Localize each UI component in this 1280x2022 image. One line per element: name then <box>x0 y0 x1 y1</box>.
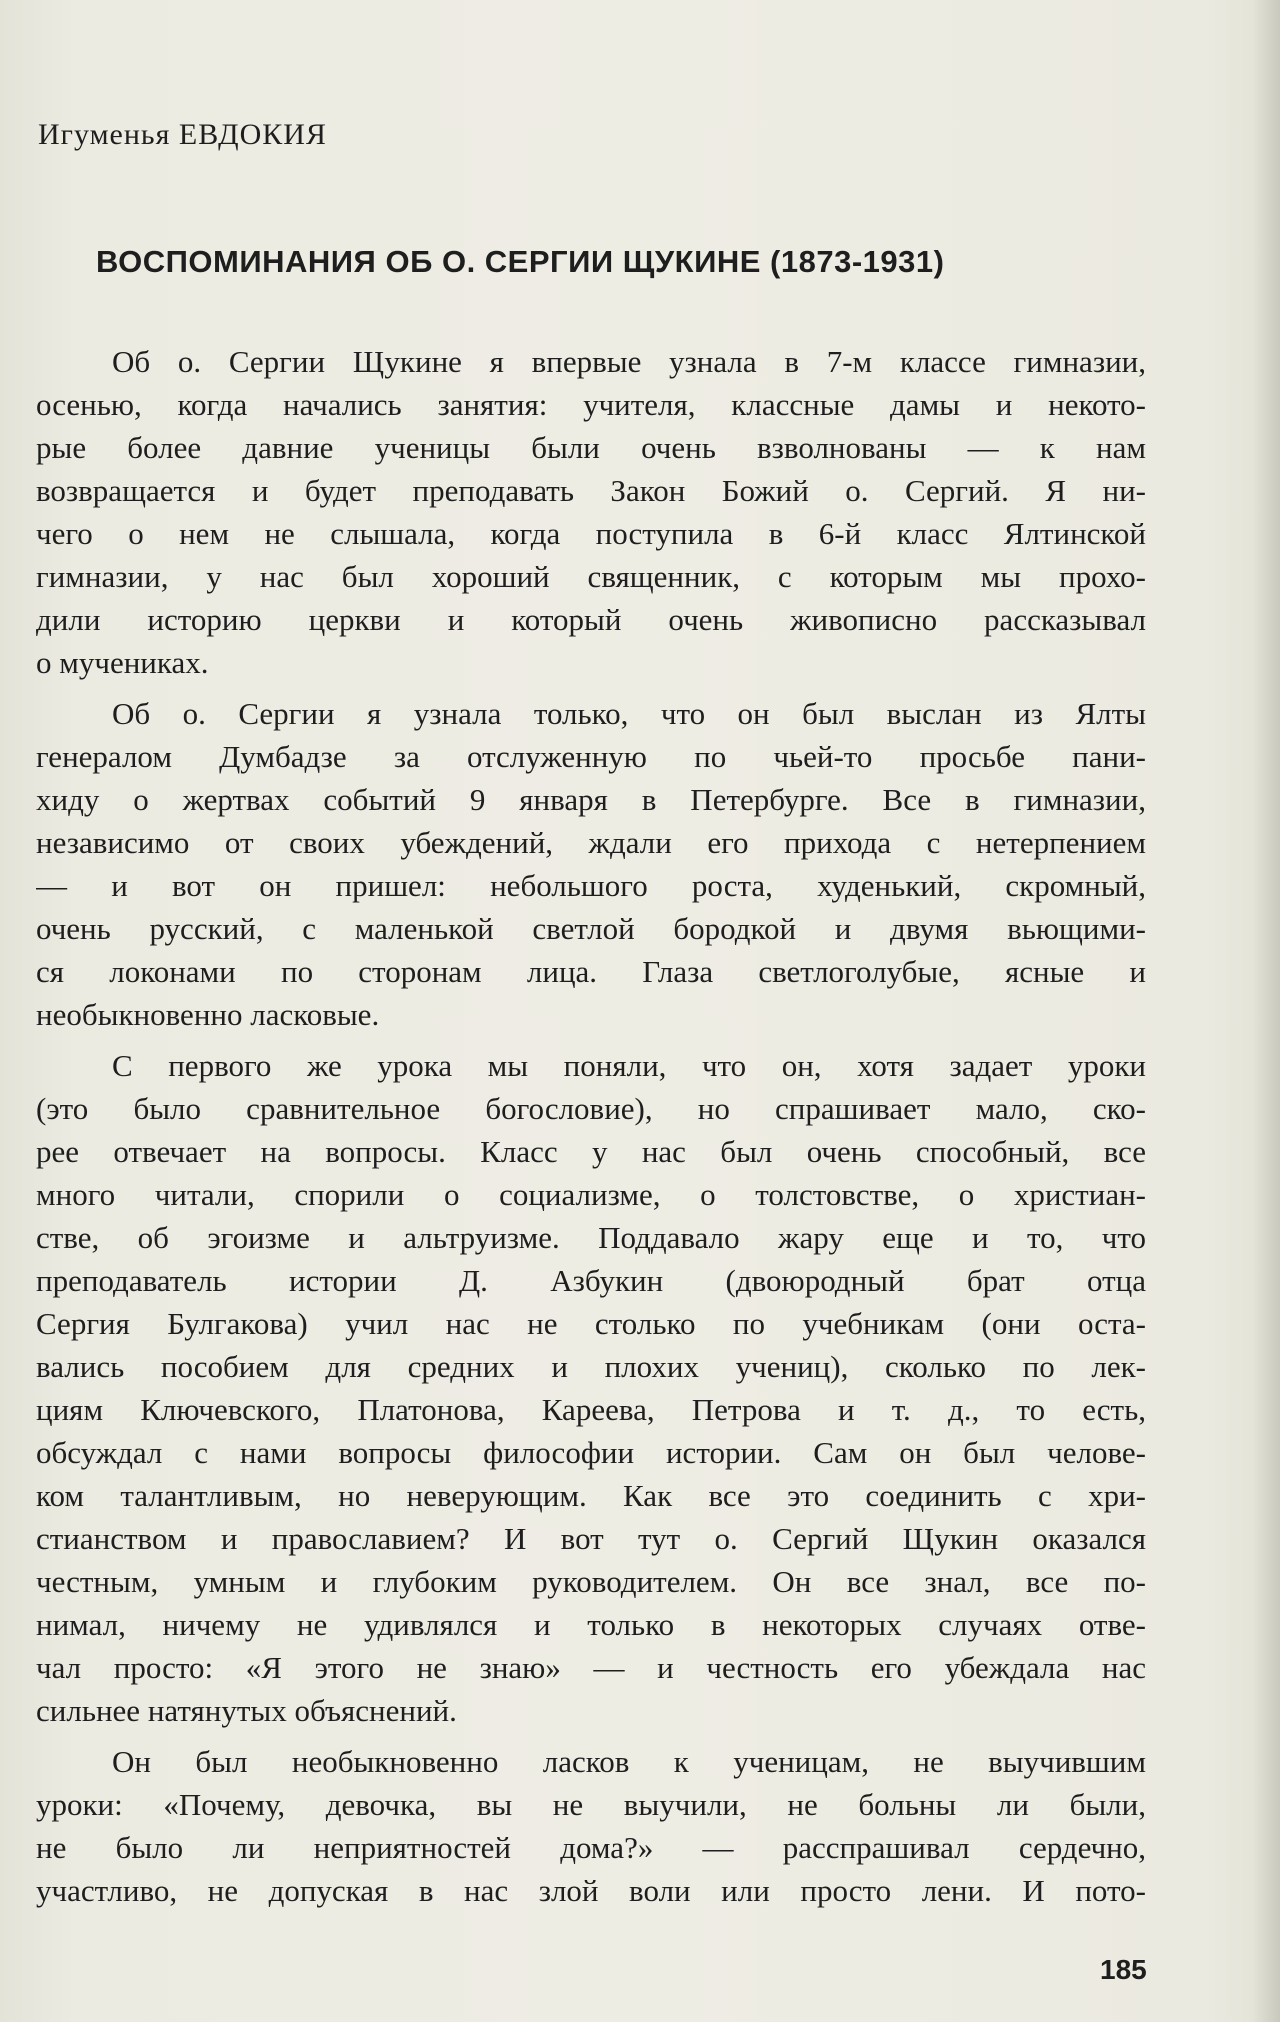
text-line: сильнее натянутых объяснений. <box>36 1693 457 1728</box>
text-line: необыкновенно ласковые. <box>36 997 380 1032</box>
text-line: Об о. Сергии я узнала только, что он был выслан из Ялты <box>112 696 1146 731</box>
text-line: С первого же урока мы поняли, что он, хотя задает уроки <box>112 1048 1146 1083</box>
text-line: чего о нем не слышала, когда поступила в 6-й класс Ялтинской <box>36 516 1146 551</box>
paragraph-1 <box>36 340 1146 684</box>
text-line: Сергия Булгакова) учил нас не столько по учебникам (они оста- <box>36 1306 1146 1341</box>
paragraph-3 <box>36 1044 1146 1732</box>
text-line: преподаватель истории Д. Азбукин (двоюродный брат отца <box>36 1263 1146 1298</box>
text-line: дили историю церкви и который очень живописно рассказывал <box>36 602 1146 637</box>
text-line: стве, об эгоизме и альтруизме. Поддавало жару еще и то, что <box>36 1220 1146 1255</box>
author-name: Игуменья ЕВДОКИЯ <box>38 118 327 151</box>
text-line: не было ли неприятностей дома?» — расспрашивал сердечно, <box>36 1830 1146 1865</box>
page-edge-shadow <box>1252 0 1280 2022</box>
text-line: независимо от своих убеждений, ждали его прихода с нетерпением <box>36 825 1146 860</box>
paragraph-4 <box>36 1740 1146 1912</box>
chapter-title: ВОСПОМИНАНИЯ ОБ О. СЕРГИИ ЩУКИНЕ (1873-1931) <box>96 244 945 279</box>
text-line: участливо, не допуская в нас злой воли или просто лени. И пото- <box>36 1873 1146 1908</box>
text-line: осенью, когда начались занятия: учителя, классные дамы и некото- <box>36 387 1146 422</box>
text-line: много читали, спорили о социализме, о толстовстве, о христиан- <box>36 1177 1146 1212</box>
body-text <box>36 340 1146 1920</box>
text-line: ся локонами по сторонам лица. Глаза светлоголубые, ясные и <box>36 954 1146 989</box>
text-line: циям Ключевского, Платонова, Кареева, Петрова и т. д., то есть, <box>36 1392 1146 1427</box>
text-line: Об о. Сергии Щукине я впервые узнала в 7-м классе гимназии, <box>112 344 1146 379</box>
text-line: нимал, ничему не удивлялся и только в некоторых случаях отве- <box>36 1607 1146 1642</box>
text-line: (это было сравнительное богословие), но спрашивает мало, ско- <box>36 1091 1146 1126</box>
page-number: 185 <box>1100 1954 1147 1985</box>
text-line: обсуждал с нами вопросы философии истории. Сам он был челове- <box>36 1435 1146 1470</box>
text-line: рые более давние ученицы были очень взволнованы — к нам <box>36 430 1146 465</box>
text-line: стианством и православием? И вот тут о. Сергий Щукин оказался <box>36 1521 1146 1556</box>
text-line: уроки: «Почему, девочка, вы не выучили, не больны ли были, <box>36 1787 1146 1822</box>
text-line: — и вот он пришел: небольшого роста, худенький, скромный, <box>36 868 1146 903</box>
text-line: возвращается и будет преподавать Закон Божий о. Сергий. Я ни- <box>36 473 1146 508</box>
paragraph-2 <box>36 692 1146 1036</box>
text-line: вались пособием для средних и плохих учениц), сколько по лек- <box>36 1349 1146 1384</box>
text-line: о мучениках. <box>36 645 209 680</box>
text-line: честным, умным и глубоким руководителем. Он все знал, все по- <box>36 1564 1146 1599</box>
text-line: ком талантливым, но неверующим. Как все это соединить с хри- <box>36 1478 1146 1513</box>
text-line: хиду о жертвах событий 9 января в Петербурге. Все в гимназии, <box>36 782 1146 817</box>
text-line: гимназии, у нас был хороший священник, с которым мы прохо- <box>36 559 1146 594</box>
text-line: генералом Думбадзе за отслуженную по чьей-то просьбе пани- <box>36 739 1146 774</box>
text-line: рее отвечает на вопросы. Класс у нас был очень способный, все <box>36 1134 1146 1169</box>
text-line: Он был необыкновенно ласков к ученицам, не выучившим <box>112 1744 1146 1779</box>
text-line: очень русский, с маленькой светлой бородкой и двумя вьющими- <box>36 911 1146 946</box>
text-line: чал просто: «Я этого не знаю» — и честность его убеждала нас <box>36 1650 1146 1685</box>
